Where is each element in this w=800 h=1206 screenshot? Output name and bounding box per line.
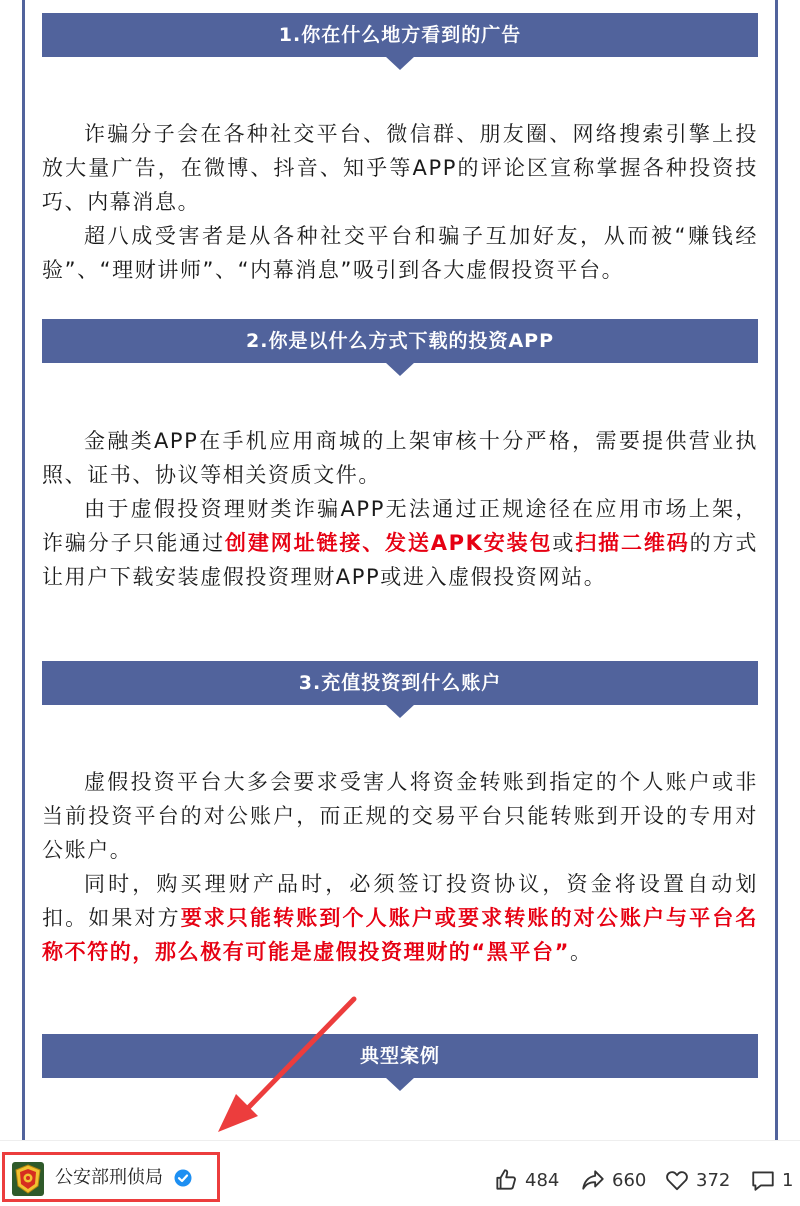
comment-icon: [750, 1167, 776, 1193]
favorite-count: 372: [696, 1169, 731, 1191]
body-text: 金融类APP在手机应用商城的上架审核十分严格，需要提供营业执照、证书、协议等相关资质文件。: [42, 429, 758, 487]
body-text: 或: [552, 531, 576, 555]
highlight-text: 扫描二维码: [575, 531, 690, 555]
share-button[interactable]: [580, 1165, 646, 1195]
paragraph: [42, 424, 758, 492]
author-highlight-box[interactable]: [2, 1152, 220, 1202]
body-text: 。: [570, 940, 593, 964]
body-text: 诈骗分子会在各种社交平台、微信群、朋友圈、网络搜索引擎上投放大量广告，在微博、抖音、知乎等APP的评论区宣称掌握各种投资技巧、内幕消息。: [42, 122, 758, 214]
section-body-1: [42, 117, 758, 287]
thumbs-up-icon: [493, 1167, 519, 1193]
comment-count: 1: [782, 1169, 794, 1191]
body-text: 虚假投资平台大多会要求受害人将资金转账到指定的个人账户或非当前投资平台的对公账户，而正规的交易平台只能转账到开设的专用对公账户。: [42, 770, 758, 862]
like-button[interactable]: [493, 1165, 559, 1195]
paragraph: [42, 492, 758, 594]
section-header-1: 1.你在什么地方看到的广告: [42, 13, 758, 57]
highlight-text: 要求只能转账到个人账户或要求转账的对公账户与平台名称不符的，那么极有可能是虚假投资理财的“黑平台”: [42, 906, 758, 964]
body-text: 的方式让用户下载安装虚假投资理财APP或进入虚假投资网站。: [42, 531, 758, 589]
body-text: 超八成受害者是从各种社交平台和骗子互加好友，从而被“赚钱经验”、“理财讲师”、“内幕消息”吸引到各大虚假投资平台。: [42, 224, 758, 282]
highlight-text: 创建网址链接、发送APK安装包: [224, 531, 553, 555]
comment-button[interactable]: [750, 1165, 793, 1195]
paragraph: [42, 867, 758, 969]
share-icon: [580, 1167, 606, 1193]
section-header-2: 2.你是以什么方式下载的投资APP: [42, 319, 758, 363]
section-header-3: 3.充值投资到什么账户: [42, 661, 758, 705]
paragraph: [42, 219, 758, 287]
like-count: 484: [525, 1169, 560, 1191]
section-header-4: 典型案例: [42, 1034, 758, 1078]
verified-icon: [174, 1169, 192, 1187]
favorite-button[interactable]: [664, 1165, 730, 1195]
section-body-3: [42, 765, 758, 969]
police-badge-icon[interactable]: [12, 1162, 44, 1196]
section-body-2: [42, 424, 758, 594]
heart-icon: [664, 1167, 690, 1193]
body-text: 由于虚假投资理财类诈骗APP无法通过正规途径在应用市场上架，诈骗分子只能通过: [42, 497, 758, 555]
share-count: 660: [612, 1169, 647, 1191]
paragraph: [42, 117, 758, 219]
paragraph: [42, 765, 758, 867]
post-footer: [0, 1140, 800, 1206]
article-content: [22, 0, 778, 1140]
author-name[interactable]: 公安部刑侦局: [55, 1167, 163, 1188]
body-text: 同时，购买理财产品时，必须签订投资协议，资金将设置自动划扣。如果对方: [42, 872, 758, 930]
